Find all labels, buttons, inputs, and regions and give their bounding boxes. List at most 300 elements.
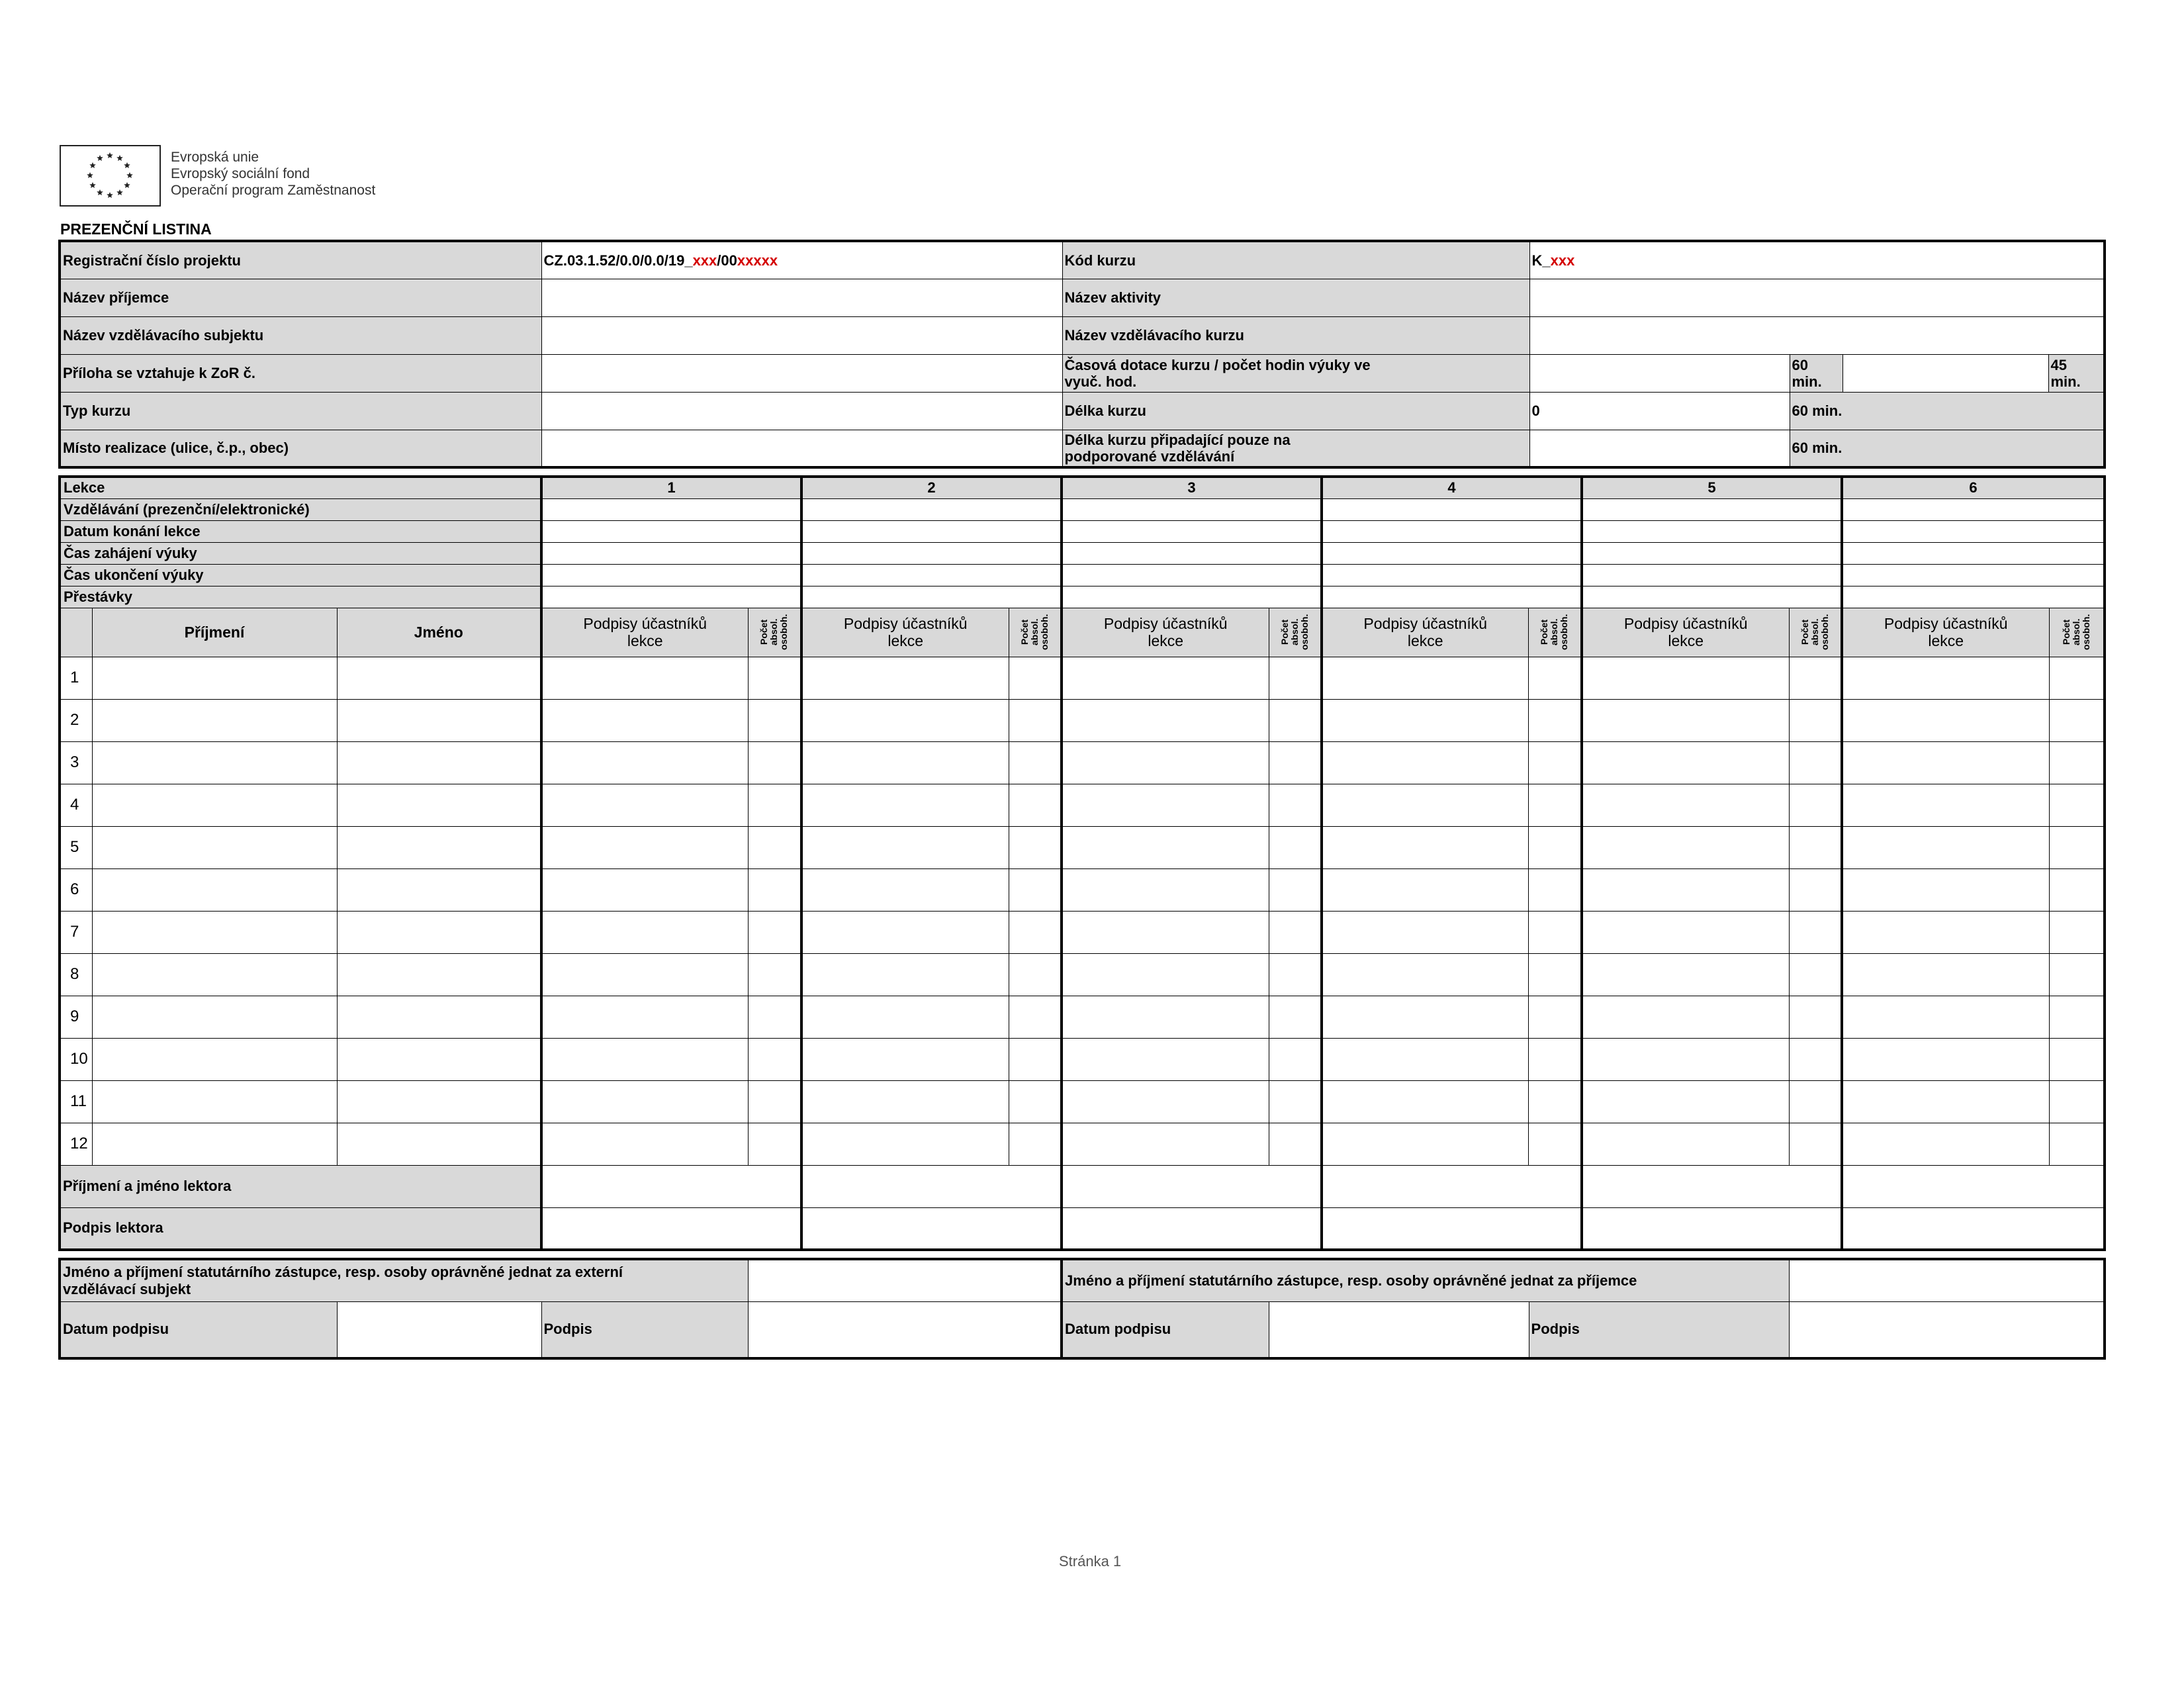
time-allocation-45-unit: 45 min.: [2048, 354, 2105, 392]
graduates-count-field[interactable]: [1789, 657, 1842, 699]
form: [58, 240, 2103, 1360]
course-length-value[interactable]: 0: [1529, 392, 1790, 430]
number-header: [60, 608, 92, 657]
name-field[interactable]: [337, 741, 541, 784]
graduates-count-field[interactable]: [748, 868, 801, 911]
attendance-table: [58, 475, 2106, 1251]
graduates-count-field[interactable]: [748, 1123, 801, 1165]
lesson-info-field[interactable]: [1582, 586, 1842, 608]
signatures-header: Podpisy účastníků lekce: [541, 608, 748, 657]
participant-number: 4: [60, 784, 92, 826]
participant-number: 9: [60, 996, 92, 1038]
lecturer-name-field[interactable]: [541, 1165, 801, 1207]
participant-signature-field[interactable]: [541, 826, 748, 868]
star-icon: [124, 162, 130, 168]
participant-signature-field[interactable]: [1842, 996, 2049, 1038]
sign-date-field-external[interactable]: [337, 1301, 541, 1358]
lesson-info-field[interactable]: [1842, 498, 2105, 520]
graduates-count-field[interactable]: [1269, 826, 1322, 868]
participant-signature-field[interactable]: [1322, 953, 1528, 996]
lesson-info-field[interactable]: [1842, 520, 2105, 542]
lecturer-name-field[interactable]: [1062, 1165, 1322, 1207]
name-field[interactable]: [337, 1080, 541, 1123]
star-icon: [89, 162, 96, 168]
graduates-count-field[interactable]: [748, 1080, 801, 1123]
activity-field[interactable]: [1529, 279, 2105, 316]
lesson-info-label: Přestávky: [60, 586, 541, 608]
zor-field[interactable]: [541, 354, 1062, 392]
graduates-count-field[interactable]: [1789, 826, 1842, 868]
graduates-count-field[interactable]: [748, 699, 801, 741]
graduates-count-field[interactable]: [1009, 1080, 1062, 1123]
surname-field[interactable]: [92, 1123, 337, 1165]
lesson-info-field[interactable]: [1062, 564, 1322, 586]
participant-signature-field[interactable]: [1582, 953, 1789, 996]
lesson-info-field[interactable]: [541, 564, 801, 586]
lesson-info-field[interactable]: [1842, 586, 2105, 608]
graduates-count-header: Počet absol. osoboh.: [748, 608, 801, 657]
graduates-count-field[interactable]: [1269, 657, 1322, 699]
lesson-info-field[interactable]: [541, 498, 801, 520]
participant-signature-field[interactable]: [1842, 657, 2049, 699]
name-field[interactable]: [337, 911, 541, 953]
graduates-count-field[interactable]: [2049, 1123, 2105, 1165]
lesson-info-field[interactable]: [1582, 564, 1842, 586]
lesson-info-field[interactable]: [1062, 542, 1322, 564]
participant-signature-field[interactable]: [1582, 699, 1789, 741]
participant-signature-field[interactable]: [1842, 1038, 2049, 1080]
participant-number: 3: [60, 741, 92, 784]
course-code-value[interactable]: K_xxx: [1529, 241, 2105, 279]
participant-signature-field[interactable]: [1062, 826, 1269, 868]
participant-signature-field[interactable]: [1582, 911, 1789, 953]
graduates-count-field[interactable]: [1528, 996, 1582, 1038]
participant-signature-field[interactable]: [1842, 911, 2049, 953]
lesson-info-field[interactable]: [541, 586, 801, 608]
participant-signature-field[interactable]: [1322, 784, 1528, 826]
participant-signature-field[interactable]: [1582, 784, 1789, 826]
lecturer-name-field[interactable]: [1582, 1165, 1842, 1207]
graduates-count-field[interactable]: [2049, 657, 2105, 699]
star-icon: [97, 155, 103, 161]
participant-signature-field[interactable]: [1062, 1123, 1269, 1165]
lesson-info-field[interactable]: [541, 520, 801, 542]
lecturer-signature-field[interactable]: [1322, 1207, 1582, 1250]
participant-signature-field[interactable]: [541, 741, 748, 784]
graduates-count-field[interactable]: [1528, 699, 1582, 741]
graduates-count-field[interactable]: [1009, 1123, 1062, 1165]
graduates-count-field[interactable]: [748, 911, 801, 953]
participant-signature-field[interactable]: [541, 1123, 748, 1165]
graduates-count-header: Počet absol. osoboh.: [2049, 608, 2105, 657]
participant-signature-field[interactable]: [1842, 1123, 2049, 1165]
signatures-header: Podpisy účastníků lekce: [1842, 608, 2049, 657]
lesson-info-field[interactable]: [1062, 498, 1322, 520]
graduates-count-field[interactable]: [2049, 826, 2105, 868]
lesson-label: Lekce: [60, 477, 541, 498]
participant-signature-field[interactable]: [801, 996, 1009, 1038]
participant-number: 12: [60, 1123, 92, 1165]
participant-signature-field[interactable]: [541, 996, 748, 1038]
graduates-count-header: Počet absol. osoboh.: [1789, 608, 1842, 657]
graduates-count-field[interactable]: [1009, 741, 1062, 784]
participant-number: 1: [60, 657, 92, 699]
participant-signature-field[interactable]: [1582, 868, 1789, 911]
participant-signature-field[interactable]: [541, 1080, 748, 1123]
lesson-info-field[interactable]: [1322, 520, 1582, 542]
graduates-count-field[interactable]: [1009, 996, 1062, 1038]
graduates-count-field[interactable]: [1789, 1038, 1842, 1080]
graduates-count-field[interactable]: [1789, 911, 1842, 953]
surname-field[interactable]: [92, 953, 337, 996]
graduates-count-field[interactable]: [1789, 1123, 1842, 1165]
star-icon: [107, 152, 113, 158]
lecturer-signature-field[interactable]: [1582, 1207, 1842, 1250]
external-statutory-label: Jméno a příjmení statutárního zástupce, resp. osoby oprávněné jednat za externí vzdělávací subjekt: [60, 1259, 748, 1301]
participant-signature-field[interactable]: [801, 868, 1009, 911]
graduates-count-field[interactable]: [1269, 1080, 1322, 1123]
participant-number: 10: [60, 1038, 92, 1080]
graduates-count-field[interactable]: [2049, 911, 2105, 953]
participant-signature-field[interactable]: [1062, 1038, 1269, 1080]
graduates-count-field[interactable]: [1269, 699, 1322, 741]
lesson-info-field[interactable]: [801, 498, 1062, 520]
participant-number: 8: [60, 953, 92, 996]
logo: [60, 145, 397, 208]
participant-signature-field[interactable]: [541, 699, 748, 741]
eu-flag-icon: [60, 145, 161, 207]
participant-signature-field[interactable]: [1322, 1123, 1528, 1165]
graduates-count-field[interactable]: [2049, 784, 2105, 826]
participant-signature-field[interactable]: [1322, 1080, 1528, 1123]
participant-signature-field[interactable]: [801, 699, 1009, 741]
participant-signature-field[interactable]: [801, 953, 1009, 996]
participant-signature-field[interactable]: [1062, 953, 1269, 996]
recipient-statutory-field[interactable]: [1789, 1259, 2105, 1301]
participant-signature-field[interactable]: [801, 826, 1009, 868]
signatures-header: Podpisy účastníků lekce: [1322, 608, 1528, 657]
lesson-info-field[interactable]: [1062, 586, 1322, 608]
surname-field[interactable]: [92, 741, 337, 784]
lesson-info-field[interactable]: [1062, 520, 1322, 542]
page-title: PREZENČNÍ LISTINA: [60, 220, 212, 238]
time-allocation-label: Časová dotace kurzu / počet hodin výuky ve vyuč. hod.: [1062, 354, 1529, 392]
star-icon: [107, 192, 113, 198]
lesson-info-label: Čas zahájení výuky: [60, 542, 541, 564]
graduates-count-field[interactable]: [1009, 1038, 1062, 1080]
participant-signature-field[interactable]: [801, 1080, 1009, 1123]
lecturer-name-field[interactable]: [1842, 1165, 2105, 1207]
lecturer-signature-field[interactable]: [801, 1207, 1062, 1250]
graduates-count-header: Počet absol. osoboh.: [1009, 608, 1062, 657]
graduates-count-field[interactable]: [1009, 826, 1062, 868]
star-icon: [116, 189, 123, 195]
participant-signature-field[interactable]: [1842, 784, 2049, 826]
graduates-count-field[interactable]: [1528, 1080, 1582, 1123]
participant-signature-field[interactable]: [1842, 826, 2049, 868]
star-icon: [126, 172, 133, 178]
participant-signature-field[interactable]: [1322, 699, 1528, 741]
course-type-field[interactable]: [541, 392, 1062, 430]
surname-field[interactable]: [92, 1038, 337, 1080]
participant-signature-field[interactable]: [801, 1038, 1009, 1080]
surname-field[interactable]: [92, 826, 337, 868]
supported-length-value[interactable]: [1529, 430, 1790, 467]
lesson-info-field[interactable]: [801, 564, 1062, 586]
lecturer-signature-field[interactable]: [1062, 1207, 1322, 1250]
participant-signature-field[interactable]: [1322, 1038, 1528, 1080]
graduates-count-field[interactable]: [1789, 784, 1842, 826]
lesson-number: 3: [1062, 477, 1322, 498]
graduates-count-field[interactable]: [1269, 741, 1322, 784]
signatures-header: Podpisy účastníků lekce: [1582, 608, 1789, 657]
graduates-count-field[interactable]: [1009, 953, 1062, 996]
course-name-label: Název vzdělávacího kurzu: [1062, 316, 1529, 354]
star-icon: [89, 182, 96, 188]
lesson-info-field[interactable]: [1322, 498, 1582, 520]
participant-signature-field[interactable]: [1322, 911, 1528, 953]
lesson-number: 6: [1842, 477, 2105, 498]
participant-signature-field[interactable]: [1582, 741, 1789, 784]
supported-length-label: Délka kurzu připadající pouze na podporované vzdělávání: [1062, 430, 1529, 467]
time-allocation-60-field[interactable]: [1529, 354, 1790, 392]
graduates-count-field[interactable]: [1269, 953, 1322, 996]
logo-line: Evropský sociální fond: [171, 166, 310, 181]
signature-field-external[interactable]: [748, 1301, 1062, 1358]
surname-field[interactable]: [92, 911, 337, 953]
graduates-count-field[interactable]: [2049, 699, 2105, 741]
participant-signature-field[interactable]: [1842, 953, 2049, 996]
graduates-count-field[interactable]: [2049, 741, 2105, 784]
graduates-count-field[interactable]: [2049, 953, 2105, 996]
graduates-count-field[interactable]: [1528, 1038, 1582, 1080]
participant-signature-field[interactable]: [541, 953, 748, 996]
graduates-count-field[interactable]: [1789, 1080, 1842, 1123]
signature-label-recipient: Podpis: [1529, 1301, 1789, 1358]
name-field[interactable]: [337, 868, 541, 911]
participant-signature-field[interactable]: [1322, 826, 1528, 868]
graduates-count-field[interactable]: [2049, 868, 2105, 911]
name-field[interactable]: [337, 996, 541, 1038]
sign-date-label-recipient: Datum podpisu: [1062, 1301, 1269, 1358]
participant-number: 7: [60, 911, 92, 953]
lesson-info-field[interactable]: [1582, 542, 1842, 564]
participant-signature-field[interactable]: [1062, 868, 1269, 911]
course-name-field[interactable]: [1529, 316, 2105, 354]
participant-signature-field[interactable]: [801, 657, 1009, 699]
participant-signature-field[interactable]: [1062, 996, 1269, 1038]
participant-signature-field[interactable]: [541, 1038, 748, 1080]
star-icon: [97, 189, 103, 195]
graduates-count-field[interactable]: [1789, 996, 1842, 1038]
graduates-count-field[interactable]: [1528, 826, 1582, 868]
graduates-count-field[interactable]: [1789, 868, 1842, 911]
participant-signature-field[interactable]: [1842, 868, 2049, 911]
graduates-count-field[interactable]: [748, 1038, 801, 1080]
participant-signature-field[interactable]: [1062, 784, 1269, 826]
graduates-count-field[interactable]: [1789, 953, 1842, 996]
recipient-field[interactable]: [541, 279, 1062, 316]
graduates-count-field[interactable]: [1269, 1038, 1322, 1080]
participant-signature-field[interactable]: [1842, 1080, 2049, 1123]
graduates-count-field[interactable]: [1009, 784, 1062, 826]
lecturer-signature-field[interactable]: [1842, 1207, 2105, 1250]
surname-field[interactable]: [92, 868, 337, 911]
name-field[interactable]: [337, 784, 541, 826]
graduates-count-field[interactable]: [1789, 741, 1842, 784]
lecturer-name-field[interactable]: [801, 1165, 1062, 1207]
graduates-count-field[interactable]: [1789, 699, 1842, 741]
external-statutory-field[interactable]: [748, 1259, 1062, 1301]
graduates-count-field[interactable]: [1528, 953, 1582, 996]
signatures-header: Podpisy účastníků lekce: [801, 608, 1009, 657]
graduates-count-field[interactable]: [1528, 657, 1582, 699]
zor-label: Příloha se vztahuje k ZoR č.: [60, 354, 541, 392]
lesson-number: 1: [541, 477, 801, 498]
graduates-count-field[interactable]: [1269, 868, 1322, 911]
logo-line: Evropská unie: [171, 150, 259, 165]
graduates-count-field[interactable]: [2049, 996, 2105, 1038]
participant-signature-field[interactable]: [1582, 657, 1789, 699]
lesson-info-field[interactable]: [1322, 564, 1582, 586]
surname-field[interactable]: [92, 657, 337, 699]
signature-field-recipient[interactable]: [1789, 1301, 2105, 1358]
surname-field[interactable]: [92, 699, 337, 741]
graduates-count-field[interactable]: [1269, 1123, 1322, 1165]
name-field[interactable]: [337, 826, 541, 868]
participant-signature-field[interactable]: [1322, 996, 1528, 1038]
name-field[interactable]: [337, 657, 541, 699]
participant-signature-field[interactable]: [1582, 1080, 1789, 1123]
lesson-info-field[interactable]: [1842, 564, 2105, 586]
surname-header: Příjmení: [92, 608, 337, 657]
participant-number: 11: [60, 1080, 92, 1123]
graduates-count-header: Počet absol. osoboh.: [1269, 608, 1322, 657]
logo-line: Operační program Zaměstnanost: [171, 183, 376, 198]
participant-signature-field[interactable]: [541, 911, 748, 953]
time-allocation-45-field[interactable]: [1843, 354, 2048, 392]
lesson-info-field[interactable]: [1322, 586, 1582, 608]
reg-number-label: Registrační číslo projektu: [60, 241, 541, 279]
lesson-info-label: Vzdělávání (prezenční/elektronické): [60, 498, 541, 520]
participant-signature-field[interactable]: [1582, 1038, 1789, 1080]
lecturer-signature-label: Podpis lektora: [60, 1207, 541, 1250]
name-field[interactable]: [337, 953, 541, 996]
lesson-info-field[interactable]: [1842, 542, 2105, 564]
graduates-count-field[interactable]: [1269, 996, 1322, 1038]
participant-signature-field[interactable]: [541, 784, 748, 826]
graduates-count-field[interactable]: [748, 953, 801, 996]
lecturer-name-field[interactable]: [1322, 1165, 1582, 1207]
graduates-count-field[interactable]: [1009, 911, 1062, 953]
lecturer-name-label: Příjmení a jméno lektora: [60, 1165, 541, 1207]
participant-signature-field[interactable]: [1322, 868, 1528, 911]
lesson-info-field[interactable]: [541, 542, 801, 564]
lesson-info-field[interactable]: [801, 520, 1062, 542]
participant-number: 2: [60, 699, 92, 741]
participant-signature-field[interactable]: [541, 868, 748, 911]
participant-signature-field[interactable]: [1062, 657, 1269, 699]
graduates-count-field[interactable]: [748, 826, 801, 868]
participant-signature-field[interactable]: [1062, 911, 1269, 953]
participant-signature-field[interactable]: [541, 657, 748, 699]
participant-signature-field[interactable]: [801, 1123, 1009, 1165]
lesson-info-label: Čas ukončení výuky: [60, 564, 541, 586]
lesson-info-field[interactable]: [1582, 520, 1842, 542]
participant-signature-field[interactable]: [1322, 741, 1528, 784]
time-allocation-60-unit: 60 min.: [1790, 354, 1843, 392]
lesson-info-field[interactable]: [1322, 542, 1582, 564]
recipient-statutory-label: Jméno a příjmení statutárního zástupce, resp. osoby oprávněné jednat za příjemce: [1062, 1259, 1789, 1301]
participant-signature-field[interactable]: [1842, 699, 2049, 741]
lesson-info-field[interactable]: [801, 542, 1062, 564]
participant-number: 6: [60, 868, 92, 911]
lesson-info-field[interactable]: [1582, 498, 1842, 520]
course-length-label: Délka kurzu: [1062, 392, 1529, 430]
participant-signature-field[interactable]: [801, 911, 1009, 953]
star-icon: [124, 182, 130, 188]
surname-field[interactable]: [92, 1080, 337, 1123]
page-number: Stránka 1: [1059, 1553, 1122, 1570]
course-code-label: Kód kurzu: [1062, 241, 1529, 279]
graduates-count-field[interactable]: [748, 741, 801, 784]
lesson-info-field[interactable]: [801, 586, 1062, 608]
graduates-count-field[interactable]: [1269, 911, 1322, 953]
graduates-count-field[interactable]: [1528, 911, 1582, 953]
graduates-count-field[interactable]: [748, 996, 801, 1038]
graduates-count-field[interactable]: [1269, 784, 1322, 826]
graduates-count-field[interactable]: [748, 784, 801, 826]
graduates-count-field[interactable]: [748, 657, 801, 699]
graduates-count-field[interactable]: [2049, 1080, 2105, 1123]
name-field[interactable]: [337, 1038, 541, 1080]
location-field[interactable]: [541, 430, 1062, 467]
participant-signature-field[interactable]: [1842, 741, 2049, 784]
graduates-count-field[interactable]: [1009, 868, 1062, 911]
graduates-count-field[interactable]: [2049, 1038, 2105, 1080]
surname-field[interactable]: [92, 996, 337, 1038]
logo-text: [171, 149, 375, 199]
course-type-label: Typ kurzu: [60, 392, 541, 430]
participant-signature-field[interactable]: [1062, 699, 1269, 741]
sign-date-label-external: Datum podpisu: [60, 1301, 337, 1358]
graduates-count-field[interactable]: [1528, 1123, 1582, 1165]
participant-signature-field[interactable]: [1582, 996, 1789, 1038]
participant-signature-field[interactable]: [1062, 1080, 1269, 1123]
graduates-count-field[interactable]: [1528, 741, 1582, 784]
graduates-count-field[interactable]: [1528, 868, 1582, 911]
name-field[interactable]: [337, 1123, 541, 1165]
graduates-count-field[interactable]: [1009, 699, 1062, 741]
graduates-count-field[interactable]: [1528, 784, 1582, 826]
surname-field[interactable]: [92, 784, 337, 826]
activity-label: Název aktivity: [1062, 279, 1529, 316]
lecturer-signature-field[interactable]: [541, 1207, 801, 1250]
participant-signature-field[interactable]: [1062, 741, 1269, 784]
subject-field[interactable]: [541, 316, 1062, 354]
sign-date-field-recipient[interactable]: [1269, 1301, 1529, 1358]
participant-signature-field[interactable]: [1322, 657, 1528, 699]
participant-signature-field[interactable]: [801, 784, 1009, 826]
lesson-number: 4: [1322, 477, 1582, 498]
participant-signature-field[interactable]: [1582, 826, 1789, 868]
reg-number-value[interactable]: CZ.03.1.52/0.0/0.0/19_xxx/00xxxxx: [541, 241, 1062, 279]
name-field[interactable]: [337, 699, 541, 741]
recipient-label: Název příjemce: [60, 279, 541, 316]
participant-signature-field[interactable]: [801, 741, 1009, 784]
participant-signature-field[interactable]: [1582, 1123, 1789, 1165]
graduates-count-field[interactable]: [1009, 657, 1062, 699]
